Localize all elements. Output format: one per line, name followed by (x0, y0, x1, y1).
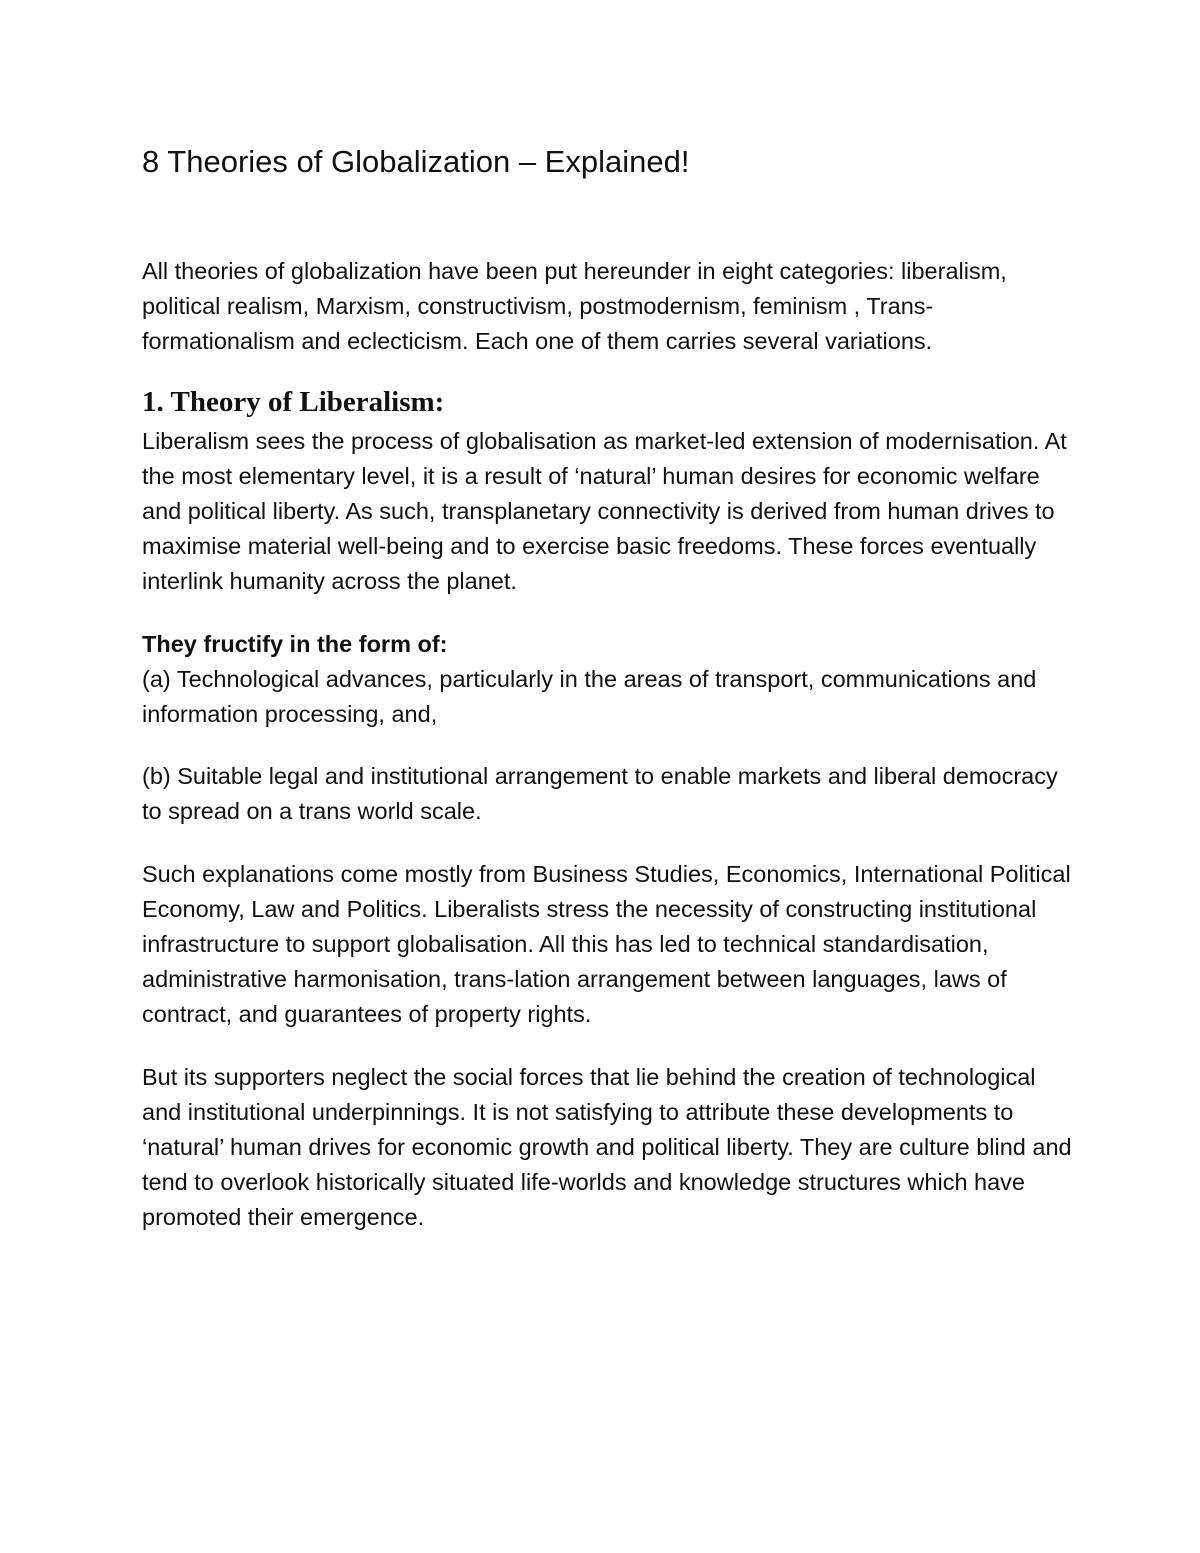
intro-paragraph: All theories of globalization have been put hereunder in eight categories: liberalism, political realism, Marxism, constructivism, postmodernism, feminism , Trans-formationalism and eclecticism. Each one of them carries several variations. (142, 258, 1007, 355)
liberalism-paragraph-2: Such explanations come mostly from Business Studies, Economics, International Political Economy, Law and Politics. Liberalists stress the necessity of constructing institutional infrastructure to support globalisation. All this has led to technical standardisation, administrative harmonisation, trans-lation arrangement between languages, laws of contract, and guarantees of property rights. (142, 860, 1071, 1028)
liberalism-subheading: They fructify in the form of: (142, 630, 448, 657)
section-heading-liberalism: 1. Theory of Liberalism: (142, 385, 445, 418)
document-page (142, 140, 1072, 1236)
list-item-a: (a) Technological advances, particularly in the areas of transport, communications and information processing, and, (142, 665, 1037, 728)
document-title: 8 Theories of Globalization – Explained! (142, 144, 690, 179)
liberalism-paragraph-3: But its supporters neglect the social forces that lie behind the creation of technological and institutional underpinnings. It is not satisfying to attribute these developments to ‘natural’ human drives for economic growth and political liberty. They are culture blind and tend to overlook historically situated life-worlds and knowledge structures which have promoted their emergence. (142, 1063, 1072, 1231)
list-item-b: (b) Suitable legal and institutional arrangement to enable markets and liberal democracy to spread on a trans world scale. (142, 763, 1058, 825)
liberalism-paragraph-1: Liberalism sees the process of globalisation as market-led extension of modernisation. At the most elementary level, it is a result of ‘natural’ human desires for economic welfare and political liberty. As such, transplanetary connectivity is derived from human drives to maximise material well-being and to exercise basic freedoms. These forces eventually interlink humanity across the planet. (142, 427, 1067, 595)
